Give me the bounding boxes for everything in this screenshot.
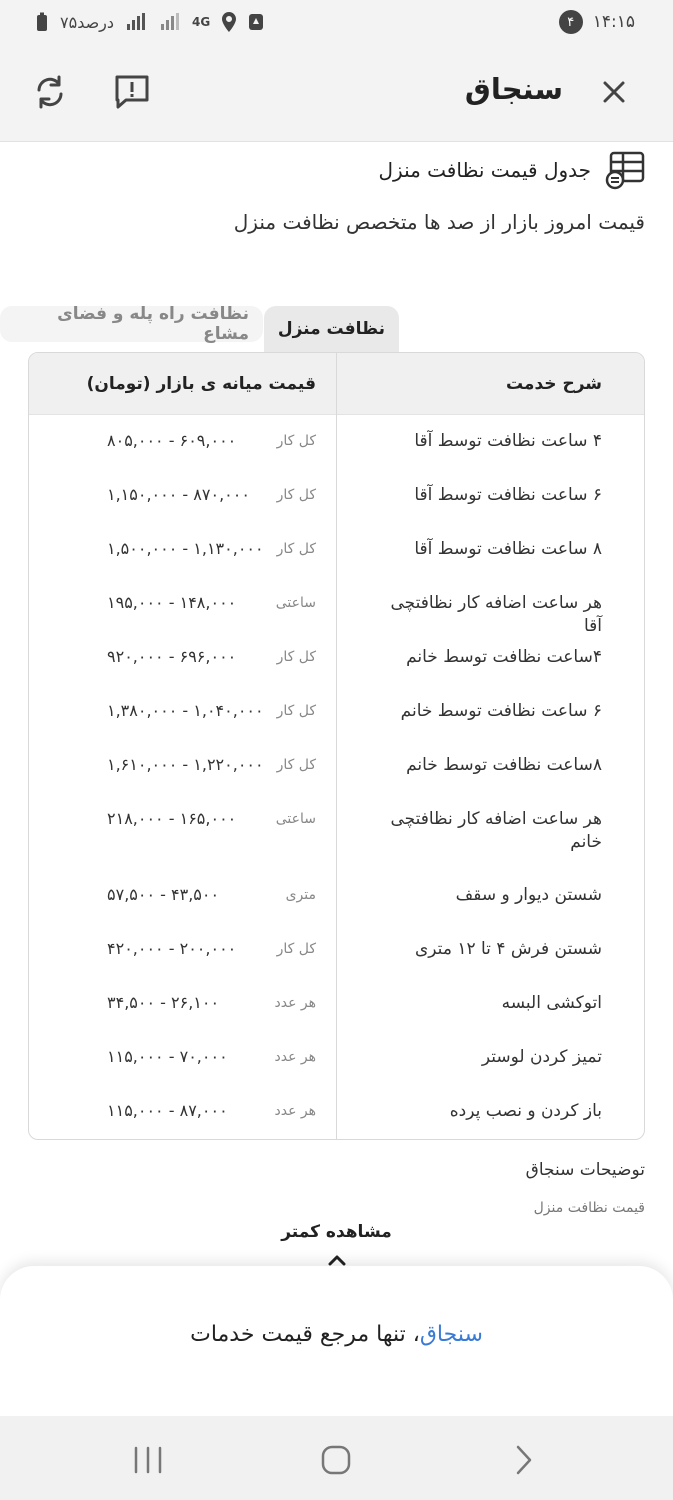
price-range-cell: ۶۰۹,۰۰۰ - ۸۰۵,۰۰۰	[107, 431, 237, 450]
home-icon	[316, 1440, 356, 1480]
table-header-service: شرح خدمت	[505, 374, 602, 394]
table-body	[29, 415, 644, 1139]
price-range-cell: ۸۷۰,۰۰۰ - ۱,۱۵۰,۰۰۰	[107, 485, 250, 504]
see-less-button[interactable]: مشاهده کمتر	[281, 1222, 392, 1242]
service-cell: اتوکشی البسه	[501, 993, 602, 1013]
price-range-cell: ۲۶,۱۰۰ - ۳۴,۵۰۰	[107, 993, 220, 1012]
price-range-cell: ۴۳,۵۰۰ - ۵۷,۵۰۰	[107, 885, 220, 904]
price-range-cell: ۱,۲۲۰,۰۰۰ - ۱,۶۱۰,۰۰۰	[107, 755, 264, 774]
battery-text: ۷۵درصد	[60, 12, 115, 32]
location-icon	[222, 12, 236, 32]
table-row	[29, 793, 644, 869]
unit-cell: کل کار	[276, 941, 316, 957]
unit-cell: متری	[285, 887, 316, 903]
status-bar-right	[559, 0, 635, 44]
refresh-button[interactable]	[30, 72, 70, 112]
signal-icon	[126, 13, 148, 31]
status-bar	[0, 0, 673, 44]
unit-cell: هر عدد	[274, 1103, 316, 1119]
unit-cell: ساعتی	[275, 811, 316, 827]
network-type-label: 4G	[192, 15, 211, 29]
table-row	[29, 977, 644, 1031]
price-range-cell: ۷۰,۰۰۰ - ۱۱۵,۰۰۰	[107, 1047, 228, 1066]
system-nav-bar	[0, 1416, 673, 1500]
table-row	[29, 631, 644, 685]
slogan	[0, 1322, 673, 1347]
app-header	[0, 44, 673, 142]
price-range-cell: ۱۶۵,۰۰۰ - ۲۱۸,۰۰۰	[107, 809, 237, 828]
table-row	[29, 869, 644, 923]
description-subtitle: قیمت نظافت منزل	[533, 1200, 645, 1216]
home-button[interactable]	[316, 1440, 356, 1480]
table-row	[29, 523, 644, 577]
service-cell: ۸ ساعت نظافت توسط آقا	[414, 539, 602, 559]
service-cell: تمیز کردن لوستر	[481, 1047, 602, 1067]
unit-cell: هر عدد	[274, 995, 316, 1011]
unit-cell: هر عدد	[274, 1049, 316, 1065]
close-button[interactable]	[599, 77, 629, 107]
service-cell: ۴ساعت نظافت توسط خانم	[406, 647, 602, 667]
description-title: توضیحات سنجاق	[525, 1160, 645, 1180]
price-range-cell: ۸۷,۰۰۰ - ۱۱۵,۰۰۰	[107, 1101, 228, 1120]
app-notification-icon	[248, 13, 264, 31]
service-cell: ۶ ساعت نظافت توسط آقا	[414, 485, 602, 505]
tab-home-cleaning[interactable]: نظافت منزل	[264, 306, 399, 352]
price-table	[28, 352, 645, 1140]
signal-secondary-icon	[160, 13, 180, 31]
service-cell: ۶ ساعت نظافت توسط خانم	[400, 701, 602, 721]
price-range-cell: ۱,۰۴۰,۰۰۰ - ۱,۳۸۰,۰۰۰	[107, 701, 264, 720]
refresh-icon	[30, 72, 70, 112]
price-range-cell: ۲۰۰,۰۰۰ - ۴۲۰,۰۰۰	[107, 939, 237, 958]
recents-button[interactable]	[128, 1440, 168, 1480]
price-table-icon	[603, 150, 645, 190]
status-bar-left	[36, 0, 264, 44]
service-cell: شستن فرش ۴ تا ۱۲ متری	[415, 939, 602, 959]
table-row	[29, 923, 644, 977]
price-range-cell: ۱۴۸,۰۰۰ - ۱۹۵,۰۰۰	[107, 593, 237, 612]
clock-time: ۱۴:۱۵	[592, 12, 635, 32]
unit-cell: کل کار	[276, 487, 316, 503]
slogan-text: ، تنها مرجع قیمت خدمات	[190, 1322, 420, 1347]
battery-icon	[36, 12, 48, 32]
unit-cell: کل کار	[276, 757, 316, 773]
bottom-sheet	[0, 1266, 673, 1416]
tab-stairway-cleaning[interactable]: نظافت راه پله و فضای مشاع	[0, 306, 263, 342]
report-message-icon	[112, 72, 152, 112]
intro-subtitle: قیمت امروز بازار از صد ها متخصص نظافت منزل	[233, 210, 645, 234]
table-row	[29, 577, 644, 636]
service-cell: ۴ ساعت نظافت توسط آقا	[414, 431, 602, 451]
unit-cell: ساعتی	[275, 595, 316, 611]
service-cell: هر ساعت اضافه کار نظافتچی آقا	[390, 593, 602, 636]
intro-row	[379, 150, 646, 190]
back-button[interactable]	[504, 1440, 544, 1480]
back-chevron-icon	[504, 1440, 544, 1480]
notification-count-badge: ۴	[559, 10, 583, 34]
price-range-cell: ۱,۱۳۰,۰۰۰ - ۱,۵۰۰,۰۰۰	[107, 539, 264, 558]
unit-cell: کل کار	[276, 433, 316, 449]
table-row	[29, 469, 644, 523]
service-cell: شستن دیوار و سقف	[455, 885, 602, 905]
price-range-cell: ۶۹۶,۰۰۰ - ۹۲۰,۰۰۰	[107, 647, 237, 666]
close-icon	[599, 77, 629, 107]
table-row	[29, 415, 644, 469]
slogan-brand[interactable]: سنجاق	[419, 1322, 483, 1347]
table-row	[29, 685, 644, 739]
service-cell: باز کردن و نصب پرده	[449, 1101, 602, 1121]
table-row	[29, 739, 644, 793]
table-row	[29, 1031, 644, 1085]
unit-cell: کل کار	[276, 649, 316, 665]
service-cell: هر ساعت اضافه کار نظافتچی خانم	[390, 809, 602, 852]
table-row	[29, 1085, 644, 1139]
chevron-up-icon[interactable]	[327, 1254, 347, 1266]
intro-title: جدول قیمت نظافت منزل	[378, 158, 591, 182]
page-title: سنجاق	[464, 72, 563, 106]
report-button[interactable]	[112, 72, 152, 112]
unit-cell: کل کار	[276, 541, 316, 557]
recents-icon	[128, 1440, 168, 1480]
table-header-price: قیمت میانه ی بازار (تومان)	[86, 374, 316, 394]
unit-cell: کل کار	[276, 703, 316, 719]
service-cell: ۸ساعت نظافت توسط خانم	[406, 755, 602, 775]
